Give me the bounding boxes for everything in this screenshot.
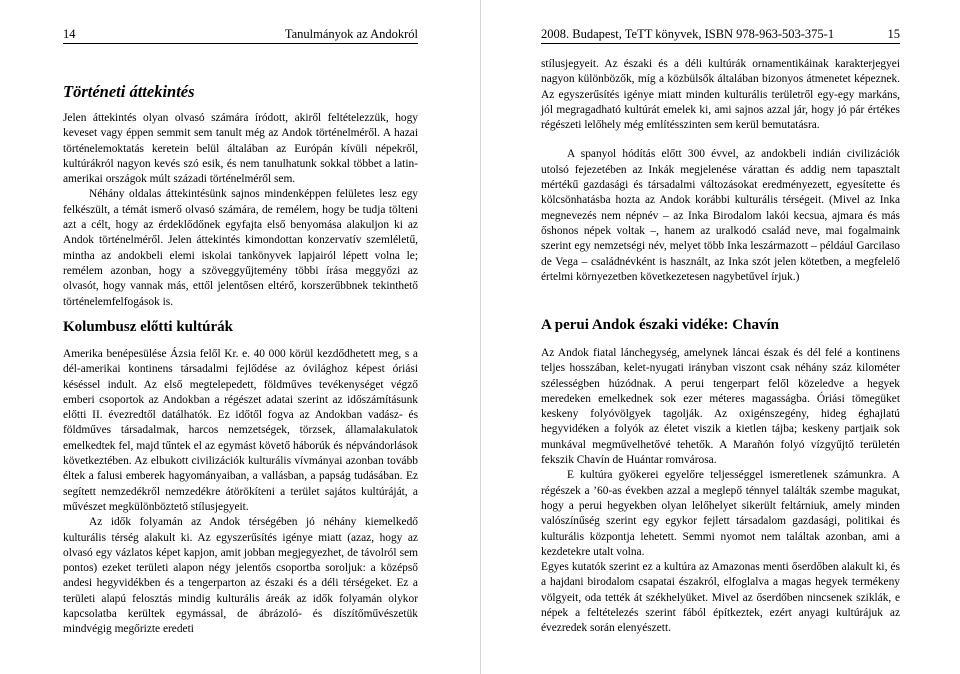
section-historical-overview bbox=[63, 82, 418, 310]
right-running-title: 2008. Budapest, TeTT könyvek, ISBN 978-963-503-375-1 bbox=[541, 27, 835, 41]
left-page-header bbox=[63, 27, 418, 44]
paragraph: Néhány oldalas áttekintésünk sajnos mindenképpen felületes lesz egy felkészült, a témát ismerő olvasó számára, de remélem, hogy be tudja tölteni azt a célt, hogy az érdeklődőnek egyfajta első benyomása alakuljon ki az Andok történelméről. Jelen áttekintés kimondottan konzervatív szemléletű, mintha az andokbeli elemi iskolai tankönyvek lapjairól lépett volna le; remélem azonban, hogy a szöveggyűjtemény többi írása meggyőzi az olvasót, hogy vannak más, ettől jelentősen eltérő, korszerűbbnek tekinthető történelemfelfogások is. bbox=[63, 188, 418, 308]
right-page bbox=[480, 0, 960, 674]
section-title-pre-columbian: Kolumbusz előtti kultúrák bbox=[63, 319, 234, 335]
right-page-number: 15 bbox=[887, 27, 900, 41]
paragraph: stílusjegyeit. Az északi és a déli kultúrák ornamentikáinak karakterjegyei nagyon különbözők, míg a közbülsők általában bizonyos átmenetet képeznek. Az egyszerűsítés igénye miatt minden kulturális területről egy-egy markáns, jól megragadható kultúrát emelek ki, ami sajnos azzal jár, hogy jó pár értékes régészeti lelőhely még említésszinten sem kerül bemutatásra. bbox=[541, 58, 900, 132]
paragraph: E kultúra gyökerei egyelőre teljességgel ismeretlenek számunkra. A régészek a ’60-as években azzal a meglepő ténnyel találták szembe magukat, hogy a perui hegyekben olyan lelőhelyet sikerült feltárniuk, amely minden valószínűség szerint egy egykor fejlett társadalom gazdasági, politikai és kulturális központja lehetett. Semmi nyomot nem találtak azonban, ami a kezdetekre utalt volna. bbox=[541, 469, 900, 558]
left-page-number: 14 bbox=[63, 27, 76, 41]
paragraph: Amerika benépesülése Ázsia felől Kr. e. 40 000 körül kezdődhetett meg, s a dél-amerikai kontinens társadalmi fejlődése az óvilághoz képest óriási késéssel indult. Az első megtelepedett, földműves tevékenységet végző emberi csoportok az Andokban a régészet adatai szerint az időszámításunk előtti II. évezredtől datálhatók. Ez időtől fogva az Andokban vadász- és földműves társadalmak, harcos nemzetségek, törzsek, államalakulatok emelkedtek fel, majd tűntek el az egymást követő háborúk és népvándorlások következtében. Az elbukott civilizációk kulturális vívmányai azonban tovább éltek a falusi emberek hagyományaiban, a vallásban, a papság tudásában. Ez segített nemzedékről nemzedékre átörökíteni a terület sajátos kultúráját, a művészet megkülönböztető stílusjegyeit. bbox=[63, 348, 418, 513]
paragraph: Egyes kutatók szerint ez a kultúra az Amazonas menti őserdőben alakult ki, és a hajdani birodalom csapatai északról, elfoglalva a magas hegyek termékeny völgyeit, oda tették át székhelyüket. Mivel az őserdőben nincsenek sziklák, e népek a feltételezés szerint fából építkeztek, ezért anyagi kultúrájuk az évezredek során elenyészett. bbox=[541, 561, 900, 635]
paragraph: Az idők folyamán az Andok térségében jó néhány kiemelkedő kulturális térség alakult ki. Az egyszerűsítés igénye miatt (azaz, hogy az olvasó egy vázlatos képet kapjon, amit jobban megjegyezhet, de távolról sem pontos) ezeket területi alapon négy jelentős csoportba soroljuk: a középső andesi hegyvidékben és a tengerparton az északi és a déli térségeket. Ez a területi alapú felosztás mindig kulturális áreák az idők folyamán olykor kapcsolatba kerültek egymással, de ábrázoló- és díszítőművészetük mindvégig megőrizte eredeti bbox=[63, 516, 418, 636]
section-title-chavin: A perui Andok északi vidéke: Chavín bbox=[541, 317, 779, 333]
left-running-title: Tanulmányok az Andokról bbox=[284, 27, 418, 41]
continued-text bbox=[541, 57, 900, 285]
right-page-header bbox=[541, 27, 900, 44]
paragraph: Jelen áttekintés olyan olvasó számára íródott, akiről feltételezzük, hogy keveset vagy éppen semmit sem tanult még az Andok történelméről. A hazai történelemoktatás keretein belül általában az Európán kívüli népekről, kultúrákról nagyon kevés szó esik, és nem tanulhatunk sokkal többet a latin-amerikai országok múlt századi történelméről sem. bbox=[63, 112, 418, 186]
section-pre-columbian bbox=[63, 318, 418, 638]
section-chavin bbox=[541, 316, 900, 637]
section-title-historical-overview: Történeti áttekintés bbox=[63, 82, 195, 101]
paragraph: A spanyol hódítás előtt 300 évvel, az andokbeli indián civilizációk utolsó fejezetében az Inkák megjelenése várattan és addig nem tapasztalt mértékű gazdasági és társadalmi változásokat eredményezett, egyesítette és kölcsönhatásba hozta az Andok korábbi kulturális térségeit. (Mivel az Inka megnevezés nem népnév – az Inka Birodalom lakói kecsua, ajmara és más őshonos népek voltak –, hanem az uralkodó család neve, mai fogalmaink szerint egy nemzetségi név, melyet több Inka leszármazott – például Garcilaso de Vega – családnévként is használt, az Inka szót jelen kötetben, a megfelelő értelmi környezetben következetesen nagybetűvel írjuk.) bbox=[541, 148, 900, 283]
paragraph: Az Andok fiatal lánchegység, amelynek láncai észak és dél felé a kontinens teljes hosszában, kelet-nyugati irányban viszont csak néhány száz kilométer szélességben húzódnak. A perui tengerpart felől közeledve a hegyek meredeken emelkednek sok ezer méteres magasságba. Óriási tömegüket keskeny folyóvölgyek tagolják. Az oxigénszegény, hideg éghajlatú hegyvidéken a folyók az életet viszik a kietlen tájba; keskeny partjaik sok munkával megművelhetővé tehetők. A Marañón folyó vízgyűjtő területén fekszik Chavín de Huántar romvárosa. bbox=[541, 347, 900, 467]
